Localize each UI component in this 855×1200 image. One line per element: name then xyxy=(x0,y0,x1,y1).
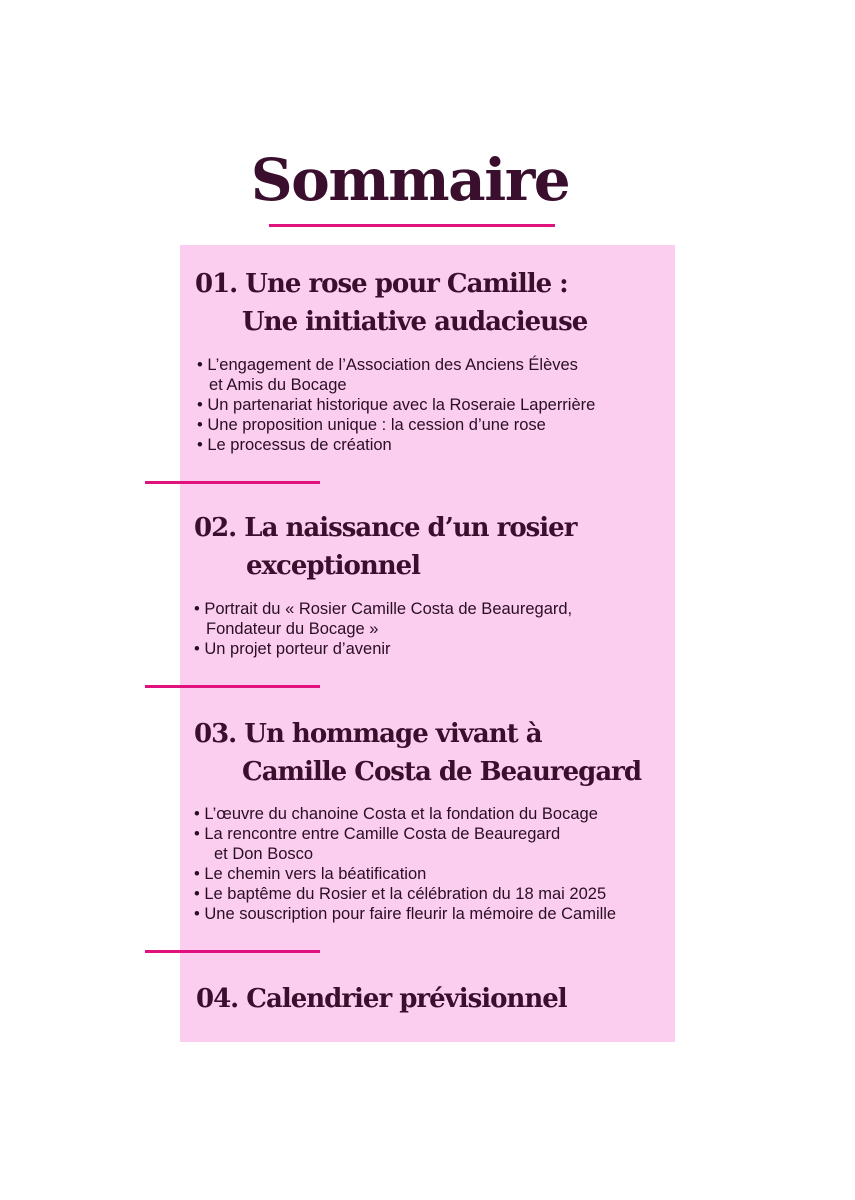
section-divider xyxy=(145,685,320,688)
section-02-heading[interactable] xyxy=(194,509,576,585)
section-01-heading[interactable] xyxy=(195,265,587,341)
title-underline xyxy=(269,224,555,227)
list-item-continuation: et Amis du Bocage xyxy=(209,376,347,394)
list-item: • Une souscription pour faire fleurir la mémoire de Camille xyxy=(194,905,617,923)
section-02-heading-line1: 02. La naissance d’un rosier xyxy=(194,513,577,543)
list-item-continuation: et Don Bosco xyxy=(214,845,314,863)
list-item: • Une proposition unique : la cession d’une rose xyxy=(197,416,546,434)
list-item: • Un partenariat historique avec la Roseraie Laperrière xyxy=(197,396,596,414)
list-item: • L’œuvre du chanoine Costa et la fondation du Bocage xyxy=(194,805,598,823)
page-title: Sommaire xyxy=(250,146,570,214)
list-item: • Le chemin vers la béatification xyxy=(194,865,427,883)
section-01-heading-line2: Une initiative audacieuse xyxy=(242,307,588,337)
section-03-bullet-list xyxy=(194,804,616,924)
section-01-heading-line1: 01. Une rose pour Camille : xyxy=(195,269,568,299)
list-item: • Portrait du « Rosier Camille Costa de Beauregard, xyxy=(194,600,573,618)
list-item: • L’engagement de l’Association des Anciens Élèves xyxy=(197,356,578,374)
list-item: • Le baptême du Rosier et la célébration du 18 mai 2025 xyxy=(194,885,607,903)
section-01-bullet-list xyxy=(197,355,595,455)
list-item: • Le processus de création xyxy=(197,436,392,454)
section-divider xyxy=(145,481,320,484)
section-03-heading-line2: Camille Costa de Beauregard xyxy=(242,757,642,787)
section-04-heading[interactable] xyxy=(196,980,567,1018)
section-03-heading-line1: 03. Un hommage vivant à xyxy=(194,719,542,749)
list-item: • Un projet porteur d’avenir xyxy=(194,640,391,658)
section-02-heading-line2: exceptionnel xyxy=(246,551,421,581)
section-03-heading[interactable] xyxy=(194,715,641,791)
section-02-bullet-list xyxy=(194,599,572,659)
list-item-continuation: Fondateur du Bocage » xyxy=(206,620,379,638)
section-04-heading-line1: 04. Calendrier prévisionnel xyxy=(196,984,567,1014)
list-item: • La rencontre entre Camille Costa de Beauregard xyxy=(194,825,561,843)
section-divider xyxy=(145,950,320,953)
